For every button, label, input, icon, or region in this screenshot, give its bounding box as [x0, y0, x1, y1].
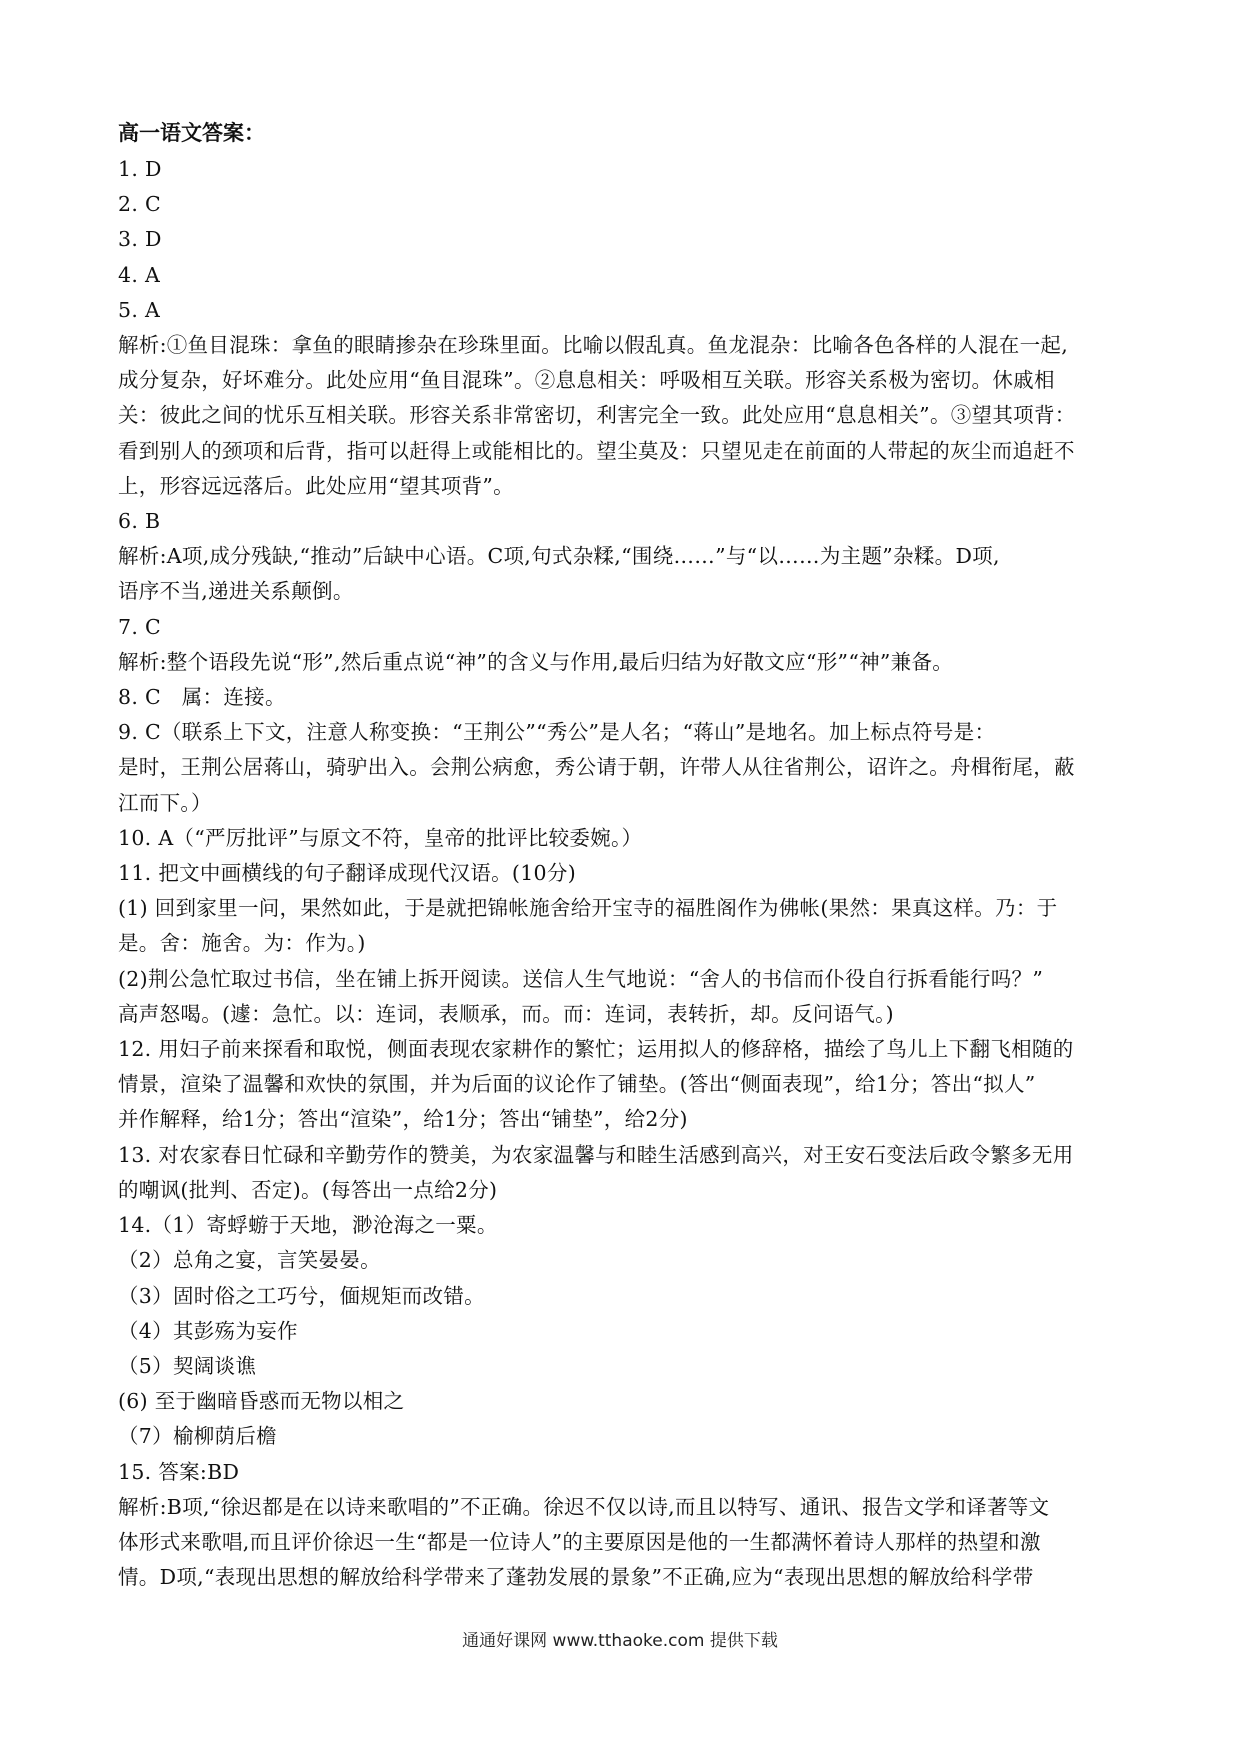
- text-line: 9. C（联系上下文，注意人称变换：“王荆公”“秀公”是人名；“蒋山”是地名。加上标点符号是：: [118, 720, 996, 745]
- text-line: （4）其彭殇为妄作: [118, 1318, 298, 1343]
- text-line: （3）固时俗之工巧兮，偭规矩而改错。: [118, 1283, 485, 1308]
- text-line: 体形式来歌唱,而且评价徐迟一生“都是一位诗人”的主要原因是他的一生都满怀着诗人那样的热望和激: [118, 1529, 1041, 1554]
- text-line: 10. A（“严厉批评”与原文不符，皇帝的批评比较委婉。）: [118, 825, 643, 850]
- text-line: 是。舍：施舍。为：作为。): [118, 931, 366, 956]
- text-line: （5）契阔谈谯: [118, 1353, 257, 1378]
- text-line: 12. 用妇子前来探看和取悦，侧面表现农家耕作的繁忙；运用拟人的修辞格，描绘了鸟儿上下翻飞相随的: [118, 1037, 1074, 1062]
- text-line: 解析:①鱼目混珠：拿鱼的眼睛掺杂在珍珠里面。比喻以假乱真。鱼龙混杂：比喻各色各样的人混在一起,: [118, 333, 1069, 358]
- text-line: 情景，渲染了温馨和欢快的氛围，并为后面的议论作了铺垫。(答出“侧面表现”，给1分；答出“拟人”: [118, 1072, 1036, 1097]
- text-line: 5. A: [118, 297, 161, 322]
- text-line: 看到别人的颈项和后背，指可以赶得上或能相比的。望尘莫及：只望见走在前面的人带起的灰尘而追赶不: [118, 438, 1075, 463]
- text-line: 13. 对农家春日忙碌和辛勤劳作的赞美，为农家温馨与和睦生活感到高兴，对王安石变法后政令繁多无用: [118, 1142, 1074, 1167]
- text-line: (6) 至于幽暗昏惑而无物以相之: [118, 1389, 405, 1414]
- text-line: 11. 把文中画横线的句子翻译成现代汉语。(10分): [118, 861, 576, 886]
- text-line: 15. 答案:BD: [118, 1459, 240, 1484]
- text-line: 8. C 属：连接。: [118, 685, 286, 710]
- text-line: 的嘲讽(批判、否定)。(每答出一点给2分): [118, 1177, 498, 1202]
- text-line: 情。D项,“表现出思想的解放给科学带来了蓬勃发展的景象”不正确,应为“表现出思想的解放给科学带: [118, 1565, 1034, 1590]
- text-line: （7）榆柳荫后檐: [118, 1424, 277, 1449]
- text-line: 6. B: [118, 509, 161, 534]
- text-line: 关：彼此之间的忧乐互相关联。形容关系非常密切，利害完全一致。此处应用“息息相关”。③望其项背：: [118, 403, 1076, 428]
- text-line: 高声怒喝。(遽：急忙。以：连词，表顺承，而。而：连词，表转折，却。反问语气。): [118, 1001, 894, 1026]
- answer-lines: [118, 152, 1128, 1595]
- text-line: 并作解释，给1分；答出“渲染”，给1分；答出“铺垫”，给2分): [118, 1107, 688, 1132]
- text-line: 14.（1）寄蜉蝣于天地，渺沧海之一粟。: [118, 1213, 498, 1238]
- text-line: 3. D: [118, 227, 162, 252]
- text-line: (2)荆公急忙取过书信，坐在铺上拆开阅读。送信人生气地说：“舍人的书信而仆役自行拆看能行吗？”: [118, 966, 1044, 991]
- text-line: 成分复杂，好坏难分。此处应用“鱼目混珠”。②息息相关：呼吸相互关联。形容关系极为密切。休戚相: [118, 368, 1055, 393]
- text-line: 2. C: [118, 192, 161, 217]
- text-line: 是时，王荆公居蒋山，骑驴出入。会荆公病愈，秀公请于朝，许带人从往省荆公，诏许之。舟楫衔尾，蔽: [118, 755, 1075, 780]
- text-line: 7. C: [118, 614, 161, 639]
- text-line: (1) 回到家里一问，果然如此，于是就把锦帐施舍给开宝寺的福胜阁作为佛帐(果然：果真这样。乃：于: [118, 896, 1058, 921]
- text-line: 解析:A项,成分残缺,“推动”后缺中心语。C项,句式杂糅,“围绕……”与“以……为主题”杂糅。D项,: [118, 544, 1000, 569]
- text-line: 解析:B项,“徐迟都是在以诗来歌唱的”不正确。徐迟不仅以诗,而且以特写、通讯、报告文学和译著等文: [118, 1494, 1050, 1519]
- text-line: 4. A: [118, 262, 161, 287]
- document-body: [118, 116, 1128, 1595]
- page-title: 高一语文答案：: [118, 121, 265, 145]
- text-line: 上，形容远远落后。此处应用“望其项背”。: [118, 473, 514, 498]
- text-line: 江而下。）: [118, 790, 212, 815]
- text-line: 1. D: [118, 157, 162, 181]
- text-line: 语序不当,递进关系颠倒。: [118, 579, 354, 604]
- footer-credit: 通通好课网 www.tthaoke.com 提供下载: [462, 1631, 778, 1651]
- text-line: （2）总角之宴，言笑晏晏。: [118, 1248, 381, 1273]
- text-line: 解析:整个语段先说“形”,然后重点说“神”的含义与作用,最后归结为好散文应“形”“神”兼备。: [118, 649, 954, 674]
